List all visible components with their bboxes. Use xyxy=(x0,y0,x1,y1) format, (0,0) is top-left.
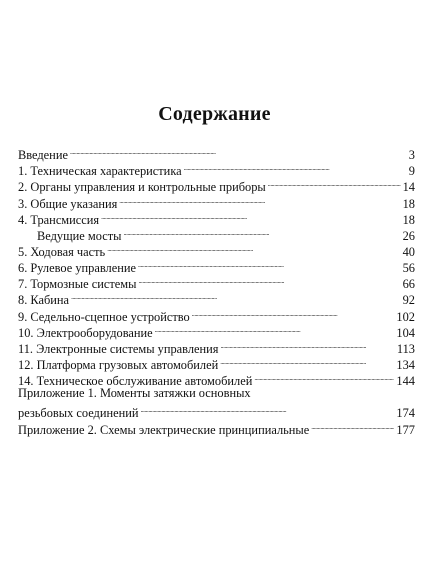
toc-entry-page: 14 xyxy=(402,180,415,195)
toc-entry[interactable] xyxy=(18,385,415,401)
toc-entry-label: 8. Кабина xyxy=(18,293,70,308)
toc-entry-label: 12. Платформа грузовых автомобилей xyxy=(18,357,219,372)
toc-entry-page: 18 xyxy=(402,196,415,211)
toc-entry[interactable] xyxy=(18,159,415,179)
toc-entry[interactable] xyxy=(18,288,415,308)
dot-leader xyxy=(123,224,400,240)
toc-entry-label: 9. Седельно-сцепное устройство xyxy=(18,309,190,324)
toc-entry-label: 7. Тормозные системы xyxy=(18,277,137,292)
toc-entry-label: 5. Ходовая часть xyxy=(18,244,106,259)
toc-entry-label: Приложение 2. Схемы электрические принципиальные xyxy=(18,422,310,437)
toc-entry-page: 144 xyxy=(396,374,415,389)
dot-leader xyxy=(220,353,394,369)
toc-entry-page: 92 xyxy=(402,293,415,308)
toc-entry-page: 177 xyxy=(396,422,415,437)
toc-entry[interactable] xyxy=(18,304,415,324)
dot-leader xyxy=(101,208,400,224)
toc-entry-label: 14. Техническое обслуживание автомобилей xyxy=(18,374,253,389)
toc-entry-page: 3 xyxy=(408,148,415,163)
toc-entry-page: 26 xyxy=(402,228,415,243)
toc-entry-label: 4. Трансмиссия xyxy=(18,212,100,227)
toc-entry-page: 18 xyxy=(402,212,415,227)
toc-entry-label: Введение xyxy=(18,148,68,163)
page-title: Содержание xyxy=(158,103,271,125)
toc-entry-page: 113 xyxy=(396,341,415,356)
toc-entry-page: 56 xyxy=(402,261,415,276)
toc-entry-label: 10. Электрооборудование xyxy=(18,325,153,340)
toc-entry-page: 9 xyxy=(408,164,415,179)
toc-entry-label: 6. Рулевое управление xyxy=(18,261,136,276)
toc-entry-label: Приложение 1. Моменты затяжки основных xyxy=(18,386,251,401)
dot-leader xyxy=(268,175,401,191)
toc-entry-label: резьбовых соединений xyxy=(18,406,139,421)
dot-leader xyxy=(254,369,394,385)
toc-entry[interactable] xyxy=(18,143,415,163)
toc-entry-page: 66 xyxy=(402,277,415,292)
toc-entry-label: 11. Электронные системы управления xyxy=(18,341,219,356)
dot-leader xyxy=(184,159,407,175)
dot-leader xyxy=(141,401,395,417)
toc-entry-continuation[interactable] xyxy=(18,401,415,421)
toc-entry-label: 1. Техническая характеристика xyxy=(18,164,182,179)
dot-leader xyxy=(71,288,401,304)
toc-entry-label: 2. Органы управления и контрольные приборы xyxy=(18,180,266,195)
dot-leader xyxy=(138,272,400,288)
toc-entry-label: Ведущие мосты xyxy=(37,228,122,243)
table-of-contents xyxy=(18,143,415,437)
dot-leader xyxy=(119,191,400,207)
toc-entry-page: 104 xyxy=(396,325,415,340)
dot-leader xyxy=(107,240,400,256)
dot-leader xyxy=(220,337,394,353)
toc-entry-page: 102 xyxy=(396,309,415,324)
dot-leader xyxy=(192,304,395,320)
dot-leader xyxy=(311,417,394,433)
toc-entry-page: 174 xyxy=(396,406,415,421)
dot-leader xyxy=(70,143,407,159)
toc-entry-label: 3. Общие указания xyxy=(18,196,118,211)
toc-entry-page: 40 xyxy=(402,244,415,259)
toc-entry-page: 134 xyxy=(396,357,415,372)
dot-leader xyxy=(138,256,401,272)
dot-leader xyxy=(155,321,395,337)
